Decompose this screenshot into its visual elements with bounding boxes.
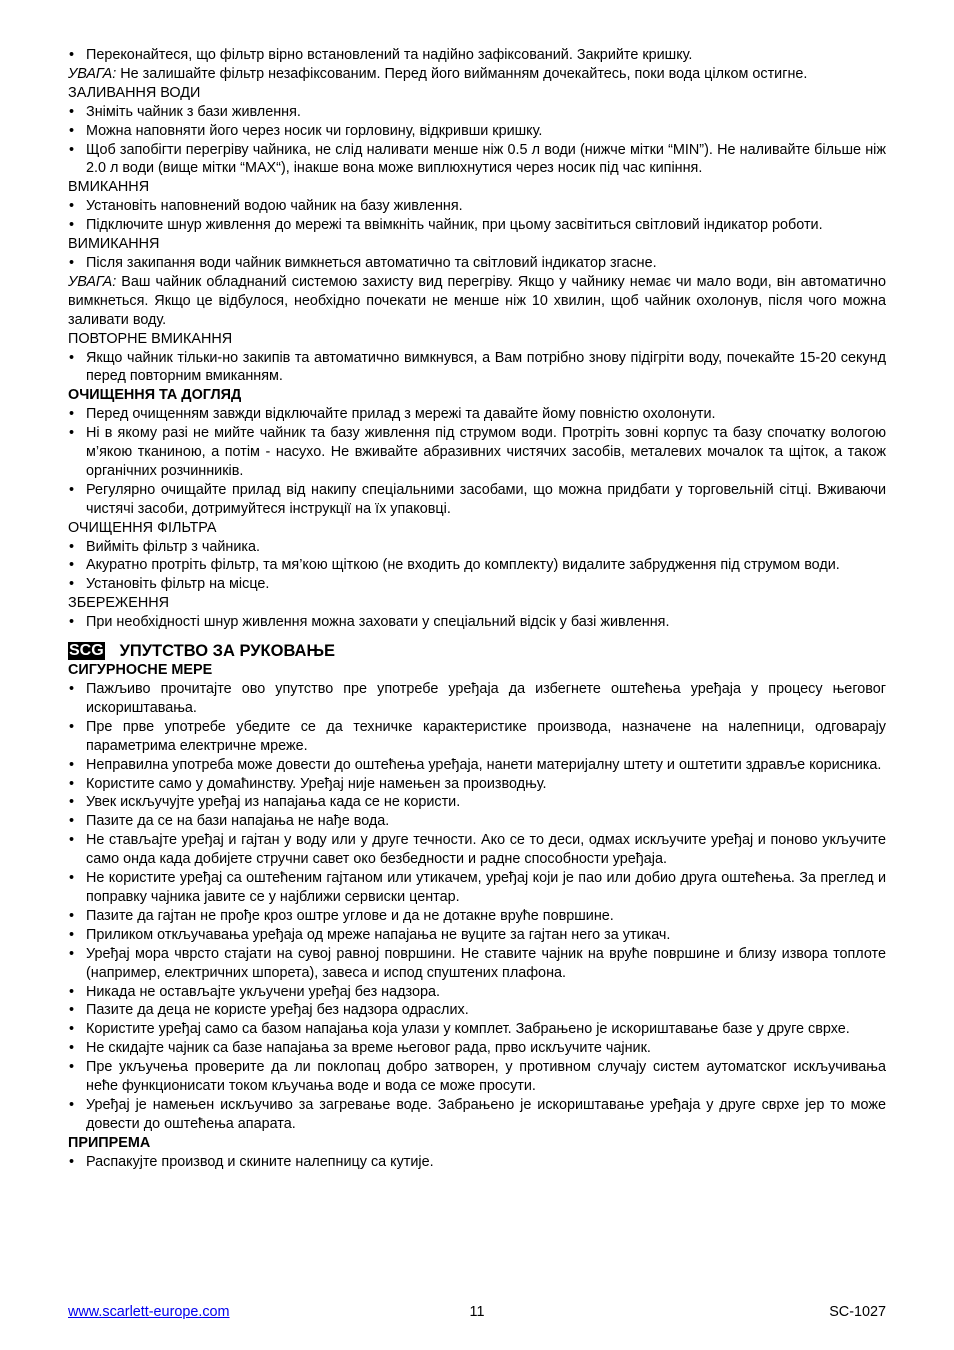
language-badge: SCG <box>69 642 104 660</box>
safety-list <box>68 680 886 1134</box>
list-item: • Якщо чайник тільки-но закипів та автоматично вимкнувся, а Вам потрібно знову підігріти воду, почекайте 15-20 секунд перед повторним вмиканням. <box>68 349 886 387</box>
heading-filter-cleaning: ОЧИЩЕННЯ ФІЛЬТРА <box>68 519 217 536</box>
list-item: • Пре прве употребе убедите се да техничке карактеристике производа, назначене на налепници, одговарају параметрима електричне мреже. <box>68 718 886 756</box>
fill-water-list <box>68 103 886 179</box>
warning-overheat: УВАГА: Ваш чайник обладнаний системою захисту вид перегріву. Якщо у чайнику немає чи мало води, він автоматично вимкнеться. Якщо це відбулося, необхідно почекати не менше ніж 10 хвилин, щоб чайник охолонув, після чого можна заливати воду. <box>68 273 886 328</box>
list-item: • Регулярно очищайте прилад від накипу спеціальними засобами, що можна придбати у торговельній сітці. Вживаючи чистячі засоби, дотримуйтеся інструкції на їх упаковці. <box>68 481 886 519</box>
website-link[interactable]: www.scarlett-europe.com <box>68 1304 230 1320</box>
list-item: • Пажљиво прочитајте ово упутство пре употребе уређаја да избегнете оштећења уређаја у процесу његовог искориштавања. <box>68 680 886 718</box>
list-item: • Неправилна употреба може довести до оштећења уређаја, нанети материјалну штету и оштетити здравље корисника. <box>68 756 886 775</box>
document-body <box>68 46 886 1172</box>
list-item: • Користите само у домаћинству. Уређај није намењен за производњу. <box>68 775 886 794</box>
list-item: • Переконайтеся, що фільтр вірно встановлений та надійно зафіксований. Закрийте кришку. <box>68 46 886 65</box>
list-item: • Увек искључујте уређај из напајања када се не користи. <box>68 793 886 812</box>
cleaning-list <box>68 405 886 518</box>
list-item: • Перед очищенням завжди відключайте прилад з мережі та давайте йому повністю охолонути. <box>68 405 886 424</box>
list-item: • Підключите шнур живлення до мережі та ввімкніть чайник, при цьому засвітиться світловий індикатор роботи. <box>68 216 886 235</box>
list-item: • Не стављајте уређај и гајтан у воду или у друге течности. Ако се то деси, одмах искључите уређај и поново укључите само онда када добијете стручни савет око безбедности и радне способности уређаја. <box>68 831 886 869</box>
heading-preparation: ПРИПРЕМА <box>68 1134 151 1151</box>
list-item: • Користите уређај само са базом напајања која улази у комплет. Забрањено је искориштавање базе у друге сврхе. <box>68 1020 886 1039</box>
warning-filter: УВАГА: Не залишайте фільтр незафіксованим. Перед його вийманням дочекайтесь, поки вода цілком остигне. <box>68 65 808 82</box>
list-item: • Пазите да гајтан не прође кроз оштре углове и да не дотакне вруће површине. <box>68 907 886 926</box>
list-item: • Щоб запобігти перегріву чайника, не слід наливати менше ніж 0.5 л води (нижче мітки “MIN”). Не наливайте більше ніж 2.0 л води (вище мітки “MAX“), інакше вона може виплюхнутися через носик під час кипіння. <box>68 141 886 179</box>
list-item: • Никада не остављајте укључени уређај без надзора. <box>68 983 886 1002</box>
heading-switch-on: ВМИКАННЯ <box>68 179 150 196</box>
list-item: • Зніміть чайник з бази живлення. <box>68 103 886 122</box>
list-item: • Акуратно протріть фільтр, та мя’кою щіткою (не входить до комплекту) видалите забрудження під струмом води. <box>68 556 886 575</box>
repeat-on-list <box>68 349 886 387</box>
heading-safety: СИГУРНОСНЕ МЕРЕ <box>68 662 213 679</box>
filter-cleaning-list <box>68 538 886 595</box>
list-item: • Пазите да се на бази напајања не нађе вода. <box>68 812 886 831</box>
list-item: • Пре укључења проверите да ли поклопац добро затворен, у противном случају систем аутоматског искључивања неће функционисати током кључања воде и вода се може просути. <box>68 1058 886 1096</box>
preparation-list <box>68 1153 886 1172</box>
heading-storage: ЗБЕРЕЖЕННЯ <box>68 595 169 612</box>
section-title-scg <box>68 641 886 661</box>
heading-cleaning: ОЧИЩЕННЯ ТА ДОГЛЯД <box>68 387 242 404</box>
list-item: • Установіть фільтр на місце. <box>68 575 886 594</box>
list-item: • Приликом откључавања уређаја од мреже напајања не вуците за гајтан него за утикач. <box>68 926 886 945</box>
list-item: • Не скидајте чајник са базе напајања за време његовог рада, прво искључите чајник. <box>68 1039 886 1058</box>
model-number: SC-1027 <box>829 1304 886 1320</box>
list-item: • Уређај је намењен искључиво за загревање воде. Забрањено је искориштавање уређаја у друге сврхе јер то може довести до оштећења апарата. <box>68 1096 886 1134</box>
heading-fill-water: ЗАЛИВАННЯ ВОДИ <box>68 84 201 101</box>
section-title: УПУТСТВО ЗА РУКОВАЊЕ <box>119 642 335 661</box>
intro-list <box>68 46 886 65</box>
list-item: • Не користите уређај са оштећеним гајтаном или утикачем, уређај који је пао или добио друга оштећења. За преглед и поправку чајника јавите се у најближи сервиски центар. <box>68 869 886 907</box>
heading-switch-off: ВИМИКАННЯ <box>68 236 160 253</box>
list-item: • Після закипання води чайник вимкнеться автоматично та світловий індикатор згасне. <box>68 254 886 273</box>
list-item: • Установіть наповнений водою чайник на базу живлення. <box>68 197 886 216</box>
heading-repeat-on: ПОВТОРНЕ ВМИКАННЯ <box>68 330 233 347</box>
list-item: • Вийміть фільтр з чайника. <box>68 538 886 557</box>
list-item: • Ні в якому разі не мийте чайник та базу живлення під струмом води. Протріть зовні корпус та базу спочатку вологою м’якою тканиною, а потім - насухо. Не вживайте абразивних чистячих засобів, металевих мочалок та щіток, а також органічних розчинників. <box>68 424 886 481</box>
list-item: • Уређај мора чврсто стајати на сувој равној површини. Не ставите чајник на вруће површине и близу извора топлоте (например, електричних шпорета), завеса и испод спуштених плафона. <box>68 945 886 983</box>
list-item: • При необхідності шнур живлення можна заховати у спеціальний відсік у базі живлення. <box>68 613 886 632</box>
page-number: 11 <box>469 1304 485 1320</box>
list-item: • Распакујте производ и скините налепницу са кутије. <box>68 1153 886 1172</box>
switch-on-list <box>68 197 886 235</box>
switch-off-list <box>68 254 886 273</box>
list-item: • Пазите да деца не користе уређај без надзора одраслих. <box>68 1001 886 1020</box>
list-item: • Можна наповняти його через носик чи горловину, відкривши кришку. <box>68 122 886 141</box>
storage-list <box>68 613 886 632</box>
